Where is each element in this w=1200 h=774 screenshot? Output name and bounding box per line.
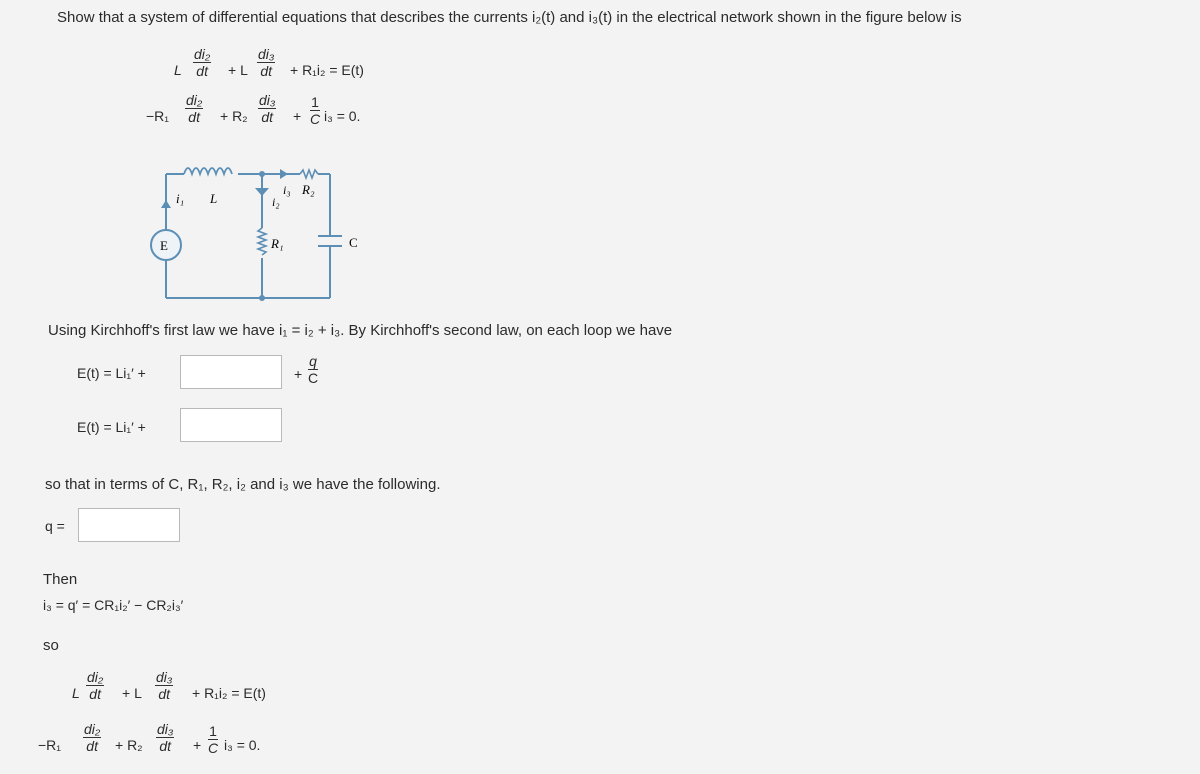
capacitor-symbol: [318, 236, 342, 246]
kirchhoff-text: Using Kirchhoff's first law we have i₁ = i₂ + i₃. By Kirchhoff's second law, on each loop we have: [48, 322, 673, 339]
arrow-i2: [255, 188, 269, 196]
eq2-coef-r1: −R₁: [146, 108, 170, 124]
eq2b-plus: +: [193, 737, 202, 753]
i3-equation: i₃ = q′ = CR₁i₂′ − CR₂i₃′: [43, 597, 184, 613]
label-r1: R₁: [271, 236, 284, 251]
label-e: E: [160, 238, 168, 253]
eq1b-frac-di2-dt: $\frac{\text{di₂}}{dt}$: [87, 669, 104, 702]
inductor-symbol: [184, 168, 232, 174]
intro-text: Show that a system of differential equations that describes the currents i₂(t) and i₃(t) in the electrical network shown in the figure below is: [57, 9, 962, 26]
label-l: L: [210, 191, 218, 206]
resistor-r1-symbol: [258, 228, 266, 255]
loop1-answer-input[interactable]: [180, 355, 282, 389]
label-r2: R₂: [302, 182, 315, 197]
eq2-plus: +: [293, 108, 302, 124]
label-c: C: [349, 235, 358, 250]
eq1-frac-di2-dt: $\frac{\text{di₂}}{dt}$: [194, 46, 211, 79]
node-bottom: [259, 295, 265, 301]
loop1-frac-q-c: $\frac{q}{C}$: [308, 353, 319, 386]
q-label: q =: [45, 518, 65, 534]
eq2-plus-r2: + R₂: [220, 108, 248, 124]
terms-text: so that in terms of C, R₁, R₂, i₂ and i₃ we have the following.: [45, 476, 441, 493]
q-answer-input[interactable]: [78, 508, 180, 542]
eq2b-frac-di3-dt: $\frac{\text{di₃}}{dt}$: [157, 721, 174, 754]
loop1-plus: +: [294, 366, 303, 382]
eq1-rhs: + R₁i₂ = E(t): [290, 62, 364, 78]
eq2b-coef-r1: −R₁: [38, 737, 62, 753]
loop2-lhs: E(t) = Li₁′ +: [77, 419, 146, 435]
eq2-frac-di3-dt: $\frac{\text{di₃}}{dt}$: [259, 92, 276, 125]
arrow-i1: [161, 200, 171, 208]
circuit-diagram: [140, 150, 380, 310]
eq1b-frac-di3-dt: $\frac{\text{di₃}}{dt}$: [156, 669, 173, 702]
then-label: Then: [43, 571, 78, 588]
eq2b-frac-di2-dt: $\frac{\text{di₂}}{dt}$: [84, 721, 101, 754]
eq1-plus-l: + L: [228, 62, 248, 78]
eq2-frac-1-c: $\frac{1}{C}$: [310, 94, 321, 127]
label-i2: i₂: [272, 195, 280, 209]
label-i1: i₁: [176, 191, 185, 206]
label-i3: i₃: [283, 183, 291, 197]
eq1b-plus-l: + L: [122, 685, 142, 701]
loop2-answer-input[interactable]: [180, 408, 282, 442]
eq1-frac-di3-dt: $\frac{\text{di₃}}{dt}$: [258, 46, 275, 79]
eq1-coef-l: L: [174, 62, 182, 78]
so-label: so: [43, 637, 59, 654]
eq2b-plus-r2: + R₂: [115, 737, 143, 753]
arrow-i3: [280, 169, 288, 179]
eq1b-coef-l: L: [72, 685, 80, 701]
eq2b-frac-1-c: $\frac{1}{C}$: [208, 723, 219, 756]
node-top: [259, 171, 265, 177]
loop1-lhs: E(t) = Li₁′ +: [77, 365, 146, 381]
eq2-frac-di2-dt: $\frac{\text{di₂}}{dt}$: [186, 92, 203, 125]
eq2b-tail: i₃ = 0.: [224, 737, 261, 753]
eq2-tail: i₃ = 0.: [324, 108, 361, 124]
eq1b-rhs: + R₁i₂ = E(t): [192, 685, 266, 701]
resistor-r2-symbol: [300, 170, 318, 178]
